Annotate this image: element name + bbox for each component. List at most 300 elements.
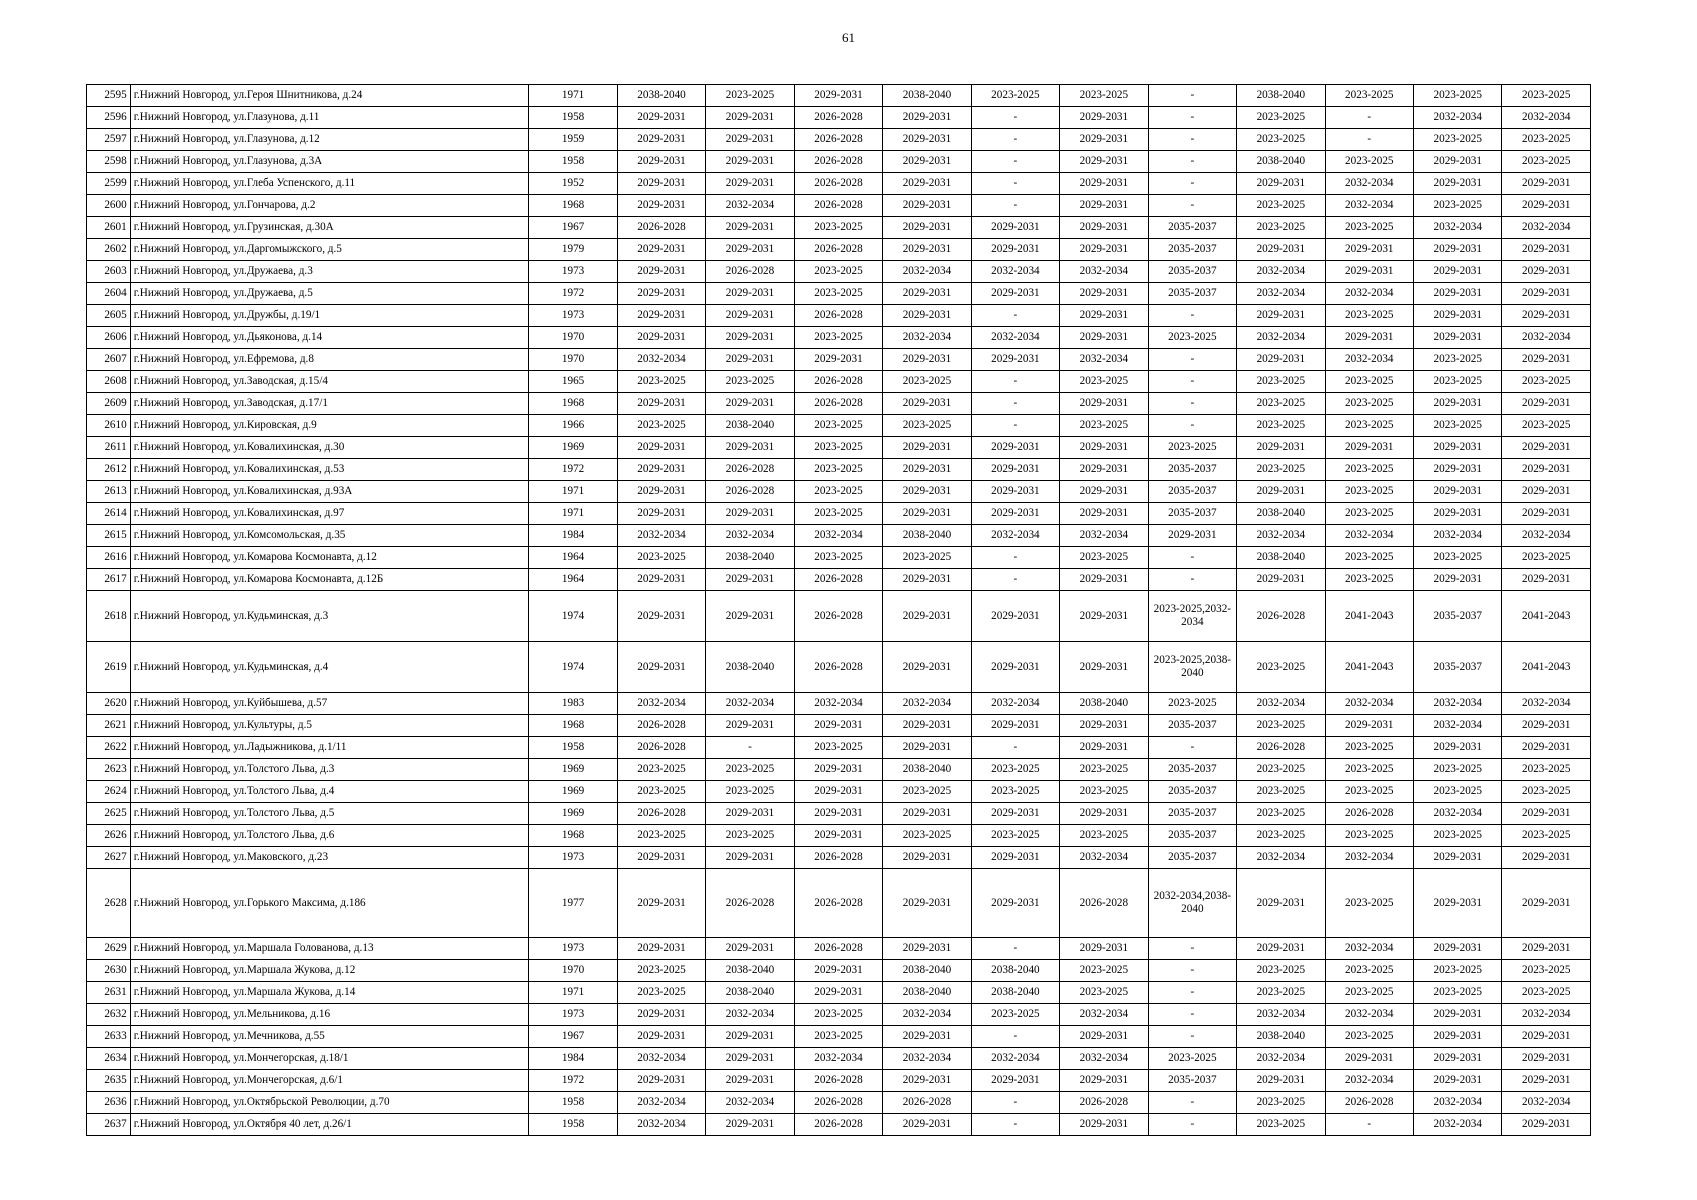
period-cell: 2023-2025,2032-2034 — [1148, 591, 1236, 642]
table-row — [87, 1026, 1591, 1048]
period-cell: 2029-2031 — [1060, 737, 1148, 759]
period-cell: 2023-2025 — [1325, 393, 1413, 415]
period-cell: 2032-2034 — [617, 349, 705, 371]
period-cell: 2023-2025 — [883, 781, 971, 803]
period-cell: 2032-2034 — [1060, 1004, 1148, 1026]
period-cell: 2029-2031 — [1060, 129, 1148, 151]
address-cell: г.Нижний Новгород, ул.Кудьминская, д.4 — [130, 642, 529, 693]
period-cell: 2029-2031 — [971, 349, 1059, 371]
period-cell: 2029-2031 — [1414, 1070, 1502, 1092]
table-row — [87, 85, 1591, 107]
period-cell: 2023-2025 — [617, 759, 705, 781]
period-cell: 2029-2031 — [1502, 459, 1591, 481]
address-cell: г.Нижний Новгород, ул.Толстого Льва, д.3 — [130, 759, 529, 781]
period-cell: 2032-2034 — [1325, 349, 1413, 371]
period-cell: 2023-2025 — [1325, 217, 1413, 239]
row-number-cell: 2617 — [87, 569, 131, 591]
period-cell: - — [1325, 107, 1413, 129]
period-cell: 2029-2031 — [883, 481, 971, 503]
period-cell: 2026-2028 — [883, 1092, 971, 1114]
period-cell: 2035-2037 — [1148, 481, 1236, 503]
period-cell: 2029-2031 — [1414, 151, 1502, 173]
address-cell: г.Нижний Новгород, ул.Культуры, д.5 — [130, 715, 529, 737]
period-cell: 2032-2034 — [1502, 693, 1591, 715]
table-row — [87, 737, 1591, 759]
year-cell: 1967 — [529, 217, 617, 239]
period-cell: 2023-2025 — [883, 825, 971, 847]
row-number-cell: 2632 — [87, 1004, 131, 1026]
year-cell: 1970 — [529, 327, 617, 349]
schedule-table — [86, 84, 1591, 1136]
address-cell: г.Нижний Новгород, ул.Дружаева, д.5 — [130, 283, 529, 305]
period-cell: 2026-2028 — [794, 195, 882, 217]
period-cell: 2029-2031 — [883, 437, 971, 459]
period-cell: 2029-2031 — [1237, 569, 1325, 591]
period-cell: 2029-2031 — [1414, 1048, 1502, 1070]
period-cell: 2029-2031 — [794, 825, 882, 847]
row-number-cell: 2636 — [87, 1092, 131, 1114]
address-cell: г.Нижний Новгород, ул.Маршала Голованова, д.13 — [130, 938, 529, 960]
period-cell: 2038-2040 — [883, 982, 971, 1004]
period-cell: 2026-2028 — [794, 151, 882, 173]
period-cell: 2029-2031 — [1060, 173, 1148, 195]
period-cell: 2029-2031 — [1148, 525, 1236, 547]
period-cell: 2029-2031 — [1237, 173, 1325, 195]
period-cell: 2029-2031 — [1414, 737, 1502, 759]
period-cell: 2023-2025 — [1325, 869, 1413, 938]
period-cell: 2029-2031 — [883, 195, 971, 217]
period-cell: 2026-2028 — [706, 869, 794, 938]
row-number-cell: 2619 — [87, 642, 131, 693]
period-cell: 2032-2034 — [1237, 1048, 1325, 1070]
period-cell: 2029-2031 — [706, 283, 794, 305]
period-cell: 2023-2025 — [1148, 437, 1236, 459]
period-cell: 2029-2031 — [1325, 1048, 1413, 1070]
period-cell: 2038-2040 — [706, 547, 794, 569]
table-row — [87, 459, 1591, 481]
address-cell: г.Нижний Новгород, ул.Заводская, д.15/4 — [130, 371, 529, 393]
table-row — [87, 525, 1591, 547]
period-cell: 2023-2025 — [1502, 547, 1591, 569]
period-cell: - — [971, 393, 1059, 415]
row-number-cell: 2624 — [87, 781, 131, 803]
table-row — [87, 1048, 1591, 1070]
period-cell: 2023-2025 — [1502, 151, 1591, 173]
period-cell: 2023-2025 — [706, 825, 794, 847]
period-cell: 2041-2043 — [1502, 642, 1591, 693]
period-cell: 2032-2034 — [617, 1092, 705, 1114]
period-cell: 2023-2025 — [794, 1026, 882, 1048]
period-cell: 2023-2025 — [1237, 642, 1325, 693]
row-number-cell: 2626 — [87, 825, 131, 847]
period-cell: 2038-2040 — [706, 982, 794, 1004]
period-cell: 2026-2028 — [794, 107, 882, 129]
period-cell: 2023-2025 — [1502, 415, 1591, 437]
period-cell: 2029-2031 — [883, 173, 971, 195]
period-cell: 2029-2031 — [1237, 1070, 1325, 1092]
row-number-cell: 2602 — [87, 239, 131, 261]
period-cell: 2032-2034 — [1502, 217, 1591, 239]
period-cell: 2032-2034 — [971, 327, 1059, 349]
period-cell: 2029-2031 — [1060, 715, 1148, 737]
period-cell: 2029-2031 — [1414, 283, 1502, 305]
period-cell: 2023-2025 — [1237, 781, 1325, 803]
table-row — [87, 107, 1591, 129]
period-cell: 2029-2031 — [883, 151, 971, 173]
address-cell: г.Нижний Новгород, ул.Заводская, д.17/1 — [130, 393, 529, 415]
period-cell: 2032-2034 — [883, 1004, 971, 1026]
row-number-cell: 2612 — [87, 459, 131, 481]
period-cell: 2032-2034 — [1502, 1004, 1591, 1026]
period-cell: 2029-2031 — [971, 803, 1059, 825]
period-cell: 2029-2031 — [1414, 239, 1502, 261]
year-cell: 1973 — [529, 261, 617, 283]
row-number-cell: 2616 — [87, 547, 131, 569]
period-cell: 2029-2031 — [1502, 569, 1591, 591]
table-row — [87, 283, 1591, 305]
period-cell: 2029-2031 — [794, 781, 882, 803]
period-cell: 2029-2031 — [1414, 393, 1502, 415]
period-cell: 2023-2025 — [1414, 85, 1502, 107]
year-cell: 1958 — [529, 1114, 617, 1136]
period-cell: 2029-2031 — [617, 847, 705, 869]
period-cell: 2032-2034 — [617, 1048, 705, 1070]
period-cell: 2029-2031 — [706, 107, 794, 129]
year-cell: 1983 — [529, 693, 617, 715]
address-cell: г.Нижний Новгород, ул.Ковалихинская, д.93А — [130, 481, 529, 503]
period-cell: 2029-2031 — [1060, 459, 1148, 481]
address-cell: г.Нижний Новгород, ул.Мончегорская, д.18/1 — [130, 1048, 529, 1070]
period-cell: 2029-2031 — [1502, 737, 1591, 759]
period-cell: - — [1148, 151, 1236, 173]
period-cell: 2035-2037 — [1148, 825, 1236, 847]
period-cell: 2035-2037 — [1148, 715, 1236, 737]
period-cell: 2023-2025 — [794, 1004, 882, 1026]
period-cell: 2029-2031 — [1237, 938, 1325, 960]
row-number-cell: 2634 — [87, 1048, 131, 1070]
period-cell: 2023-2025 — [617, 371, 705, 393]
table-row — [87, 393, 1591, 415]
period-cell: 2029-2031 — [617, 642, 705, 693]
period-cell: 2029-2031 — [971, 217, 1059, 239]
period-cell: - — [971, 305, 1059, 327]
address-cell: г.Нижний Новгород, ул.Маршала Жукова, д.12 — [130, 960, 529, 982]
period-cell: 2026-2028 — [1060, 869, 1148, 938]
row-number-cell: 2597 — [87, 129, 131, 151]
period-cell: 2038-2040 — [1237, 1026, 1325, 1048]
address-cell: г.Нижний Новгород, ул.Толстого Льва, д.5 — [130, 803, 529, 825]
period-cell: 2041-2043 — [1325, 591, 1413, 642]
period-cell: 2023-2025 — [1414, 825, 1502, 847]
period-cell: 2029-2031 — [971, 481, 1059, 503]
period-cell: 2029-2031 — [617, 1026, 705, 1048]
period-cell: 2026-2028 — [1325, 803, 1413, 825]
period-cell: 2029-2031 — [1060, 481, 1148, 503]
period-cell: 2029-2031 — [883, 129, 971, 151]
table-row — [87, 847, 1591, 869]
address-cell: г.Нижний Новгород, ул.Глазунова, д.3А — [130, 151, 529, 173]
address-cell: г.Нижний Новгород, ул.Мельникова, д.16 — [130, 1004, 529, 1026]
period-cell: 2029-2031 — [617, 151, 705, 173]
row-number-cell: 2615 — [87, 525, 131, 547]
period-cell: 2032-2034 — [1325, 195, 1413, 217]
period-cell: - — [1148, 305, 1236, 327]
period-cell: 2023-2025 — [1060, 415, 1148, 437]
period-cell: - — [1148, 1004, 1236, 1026]
period-cell: 2029-2031 — [971, 847, 1059, 869]
row-number-cell: 2605 — [87, 305, 131, 327]
period-cell: 2038-2040 — [1237, 151, 1325, 173]
year-cell: 1958 — [529, 1092, 617, 1114]
period-cell: 2038-2040 — [1060, 693, 1148, 715]
period-cell: 2023-2025 — [1237, 459, 1325, 481]
year-cell: 1973 — [529, 1004, 617, 1026]
period-cell: 2029-2031 — [1414, 437, 1502, 459]
period-cell: 2029-2031 — [617, 393, 705, 415]
period-cell: 2032-2034 — [883, 693, 971, 715]
period-cell: 2029-2031 — [971, 1070, 1059, 1092]
period-cell: 2029-2031 — [1502, 715, 1591, 737]
row-number-cell: 2627 — [87, 847, 131, 869]
period-cell: 2035-2037 — [1148, 1070, 1236, 1092]
year-cell: 1969 — [529, 759, 617, 781]
period-cell: - — [1148, 107, 1236, 129]
row-number-cell: 2606 — [87, 327, 131, 349]
period-cell: 2029-2031 — [706, 151, 794, 173]
period-cell: 2029-2031 — [883, 503, 971, 525]
period-cell: 2032-2034 — [1325, 525, 1413, 547]
period-cell: 2029-2031 — [1502, 1048, 1591, 1070]
period-cell: 2023-2025 — [1060, 371, 1148, 393]
period-cell: 2032-2034 — [1237, 847, 1325, 869]
period-cell: 2029-2031 — [617, 1004, 705, 1026]
year-cell: 1984 — [529, 525, 617, 547]
period-cell: 2038-2040 — [883, 759, 971, 781]
period-cell: 2029-2031 — [971, 239, 1059, 261]
period-cell: 2029-2031 — [617, 437, 705, 459]
period-cell: 2032-2034 — [1325, 693, 1413, 715]
table-row — [87, 371, 1591, 393]
year-cell: 1972 — [529, 459, 617, 481]
period-cell: 2029-2031 — [883, 393, 971, 415]
period-cell: - — [1148, 569, 1236, 591]
period-cell: 2026-2028 — [617, 737, 705, 759]
period-cell: 2026-2028 — [794, 305, 882, 327]
period-cell: 2029-2031 — [1060, 938, 1148, 960]
period-cell: 2023-2025 — [1502, 129, 1591, 151]
period-cell: 2023-2025 — [1325, 781, 1413, 803]
period-cell: 2029-2031 — [1502, 393, 1591, 415]
period-cell: 2023-2025 — [617, 982, 705, 1004]
period-cell: 2023-2025 — [1237, 217, 1325, 239]
period-cell: 2029-2031 — [1502, 869, 1591, 938]
period-cell: - — [1148, 349, 1236, 371]
table-row — [87, 1070, 1591, 1092]
year-cell: 1969 — [529, 803, 617, 825]
period-cell: 2029-2031 — [1060, 195, 1148, 217]
period-cell: 2029-2031 — [706, 305, 794, 327]
period-cell: 2032-2034 — [1502, 107, 1591, 129]
period-cell: - — [971, 173, 1059, 195]
period-cell: 2023-2025 — [1237, 825, 1325, 847]
period-cell: 2026-2028 — [794, 1114, 882, 1136]
period-cell: 2029-2031 — [617, 305, 705, 327]
row-number-cell: 2598 — [87, 151, 131, 173]
period-cell: 2023-2025 — [883, 371, 971, 393]
period-cell: 2023-2025 — [1148, 1048, 1236, 1070]
table-row — [87, 327, 1591, 349]
address-cell: г.Нижний Новгород, ул.Ковалихинская, д.97 — [130, 503, 529, 525]
period-cell: 2032-2034 — [1414, 217, 1502, 239]
period-cell: 2035-2037 — [1414, 591, 1502, 642]
row-number-cell: 2630 — [87, 960, 131, 982]
period-cell: 2029-2031 — [1502, 261, 1591, 283]
period-cell: 2035-2037 — [1148, 217, 1236, 239]
table-row — [87, 982, 1591, 1004]
period-cell: 2029-2031 — [883, 1026, 971, 1048]
year-cell: 1967 — [529, 1026, 617, 1048]
period-cell: 2023-2025 — [1325, 960, 1413, 982]
period-cell: 2032-2034 — [1237, 525, 1325, 547]
period-cell: 2029-2031 — [1414, 173, 1502, 195]
period-cell: 2023-2025 — [1414, 129, 1502, 151]
period-cell: 2038-2040 — [883, 960, 971, 982]
period-cell: 2029-2031 — [706, 1070, 794, 1092]
table-row — [87, 437, 1591, 459]
period-cell: 2023-2025 — [971, 825, 1059, 847]
period-cell: 2032-2034 — [617, 1114, 705, 1136]
period-cell: 2029-2031 — [1502, 349, 1591, 371]
period-cell: 2041-2043 — [1325, 642, 1413, 693]
period-cell: 2032-2034 — [1325, 847, 1413, 869]
address-cell: г.Нижний Новгород, ул.Ладыжникова, д.1/11 — [130, 737, 529, 759]
period-cell: 2023-2025 — [883, 415, 971, 437]
period-cell: 2032-2034 — [883, 1048, 971, 1070]
year-cell: 1973 — [529, 305, 617, 327]
period-cell: 2029-2031 — [617, 569, 705, 591]
period-cell: 2032-2034 — [1414, 715, 1502, 737]
period-cell: - — [1148, 737, 1236, 759]
period-cell: 2029-2031 — [706, 1114, 794, 1136]
period-cell: 2032-2034 — [1502, 525, 1591, 547]
period-cell: 2032-2034 — [1325, 1070, 1413, 1092]
period-cell: 2023-2025 — [1502, 759, 1591, 781]
period-cell: 2029-2031 — [617, 107, 705, 129]
row-number-cell: 2622 — [87, 737, 131, 759]
period-cell: 2029-2031 — [1502, 503, 1591, 525]
row-number-cell: 2629 — [87, 938, 131, 960]
period-cell: 2041-2043 — [1502, 591, 1591, 642]
period-cell: 2023-2025 — [794, 327, 882, 349]
address-cell: г.Нижний Новгород, ул.Гончарова, д.2 — [130, 195, 529, 217]
period-cell: 2032-2034 — [706, 525, 794, 547]
table-row — [87, 151, 1591, 173]
table-row — [87, 803, 1591, 825]
period-cell: 2023-2025 — [1060, 960, 1148, 982]
period-cell: - — [1148, 195, 1236, 217]
period-cell: 2023-2025 — [1237, 715, 1325, 737]
period-cell: 2032-2034 — [1414, 693, 1502, 715]
period-cell: 2023-2025 — [706, 781, 794, 803]
period-cell: 2038-2040 — [1237, 547, 1325, 569]
period-cell: 2029-2031 — [1325, 715, 1413, 737]
period-cell: 2029-2031 — [794, 803, 882, 825]
period-cell: 2029-2031 — [617, 1070, 705, 1092]
year-cell: 1972 — [529, 283, 617, 305]
period-cell: 2023-2025 — [1237, 960, 1325, 982]
period-cell: 2029-2031 — [883, 1070, 971, 1092]
period-cell: 2029-2031 — [883, 869, 971, 938]
period-cell: 2029-2031 — [1060, 239, 1148, 261]
period-cell: 2038-2040 — [706, 415, 794, 437]
period-cell: 2029-2031 — [794, 982, 882, 1004]
address-cell: г.Нижний Новгород, ул.Грузинская, д.30А — [130, 217, 529, 239]
table-row — [87, 217, 1591, 239]
row-number-cell: 2600 — [87, 195, 131, 217]
period-cell: - — [1148, 371, 1236, 393]
period-cell: 2029-2031 — [883, 107, 971, 129]
year-cell: 1970 — [529, 349, 617, 371]
year-cell: 1970 — [529, 960, 617, 982]
row-number-cell: 2625 — [87, 803, 131, 825]
period-cell: 2032-2034 — [1060, 847, 1148, 869]
period-cell: 2038-2040 — [1237, 85, 1325, 107]
period-cell: 2029-2031 — [706, 591, 794, 642]
period-cell: 2023-2025 — [1237, 415, 1325, 437]
period-cell: 2026-2028 — [794, 1070, 882, 1092]
period-cell: 2023-2025 — [617, 547, 705, 569]
period-cell: 2029-2031 — [1502, 173, 1591, 195]
period-cell: 2029-2031 — [883, 1114, 971, 1136]
row-number-cell: 2613 — [87, 481, 131, 503]
period-cell: 2032-2034 — [1237, 327, 1325, 349]
period-cell: - — [971, 371, 1059, 393]
period-cell: 2023-2025 — [1325, 825, 1413, 847]
period-cell: 2029-2031 — [1060, 1114, 1148, 1136]
period-cell: 2029-2031 — [1060, 642, 1148, 693]
year-cell: 1973 — [529, 938, 617, 960]
period-cell: 2023-2025 — [1325, 305, 1413, 327]
period-cell: 2029-2031 — [883, 847, 971, 869]
year-cell: 1971 — [529, 982, 617, 1004]
period-cell: 2032-2034 — [1325, 1004, 1413, 1026]
period-cell: 2026-2028 — [794, 938, 882, 960]
address-cell: г.Нижний Новгород, ул.Комсомольская, д.35 — [130, 525, 529, 547]
period-cell: 2029-2031 — [1237, 481, 1325, 503]
period-cell: - — [971, 1026, 1059, 1048]
period-cell: 2029-2031 — [1060, 327, 1148, 349]
address-cell: г.Нижний Новгород, ул.Горького Максима, д.186 — [130, 869, 529, 938]
year-cell: 1979 — [529, 239, 617, 261]
period-cell: - — [1148, 1026, 1236, 1048]
period-cell: 2029-2031 — [883, 459, 971, 481]
table-row — [87, 503, 1591, 525]
period-cell: 2029-2031 — [1237, 239, 1325, 261]
period-cell: 2023-2025 — [1325, 547, 1413, 569]
period-cell: 2029-2031 — [883, 305, 971, 327]
period-cell: 2032-2034 — [883, 261, 971, 283]
period-cell: 2029-2031 — [617, 481, 705, 503]
period-cell: 2023-2025 — [794, 481, 882, 503]
row-number-cell: 2621 — [87, 715, 131, 737]
period-cell: - — [1148, 938, 1236, 960]
period-cell: 2023-2025 — [1414, 415, 1502, 437]
period-cell: 2029-2031 — [1414, 327, 1502, 349]
period-cell: 2029-2031 — [1060, 393, 1148, 415]
period-cell: - — [1148, 1114, 1236, 1136]
period-cell: 2023-2025 — [971, 85, 1059, 107]
period-cell: 2023-2025 — [1502, 781, 1591, 803]
